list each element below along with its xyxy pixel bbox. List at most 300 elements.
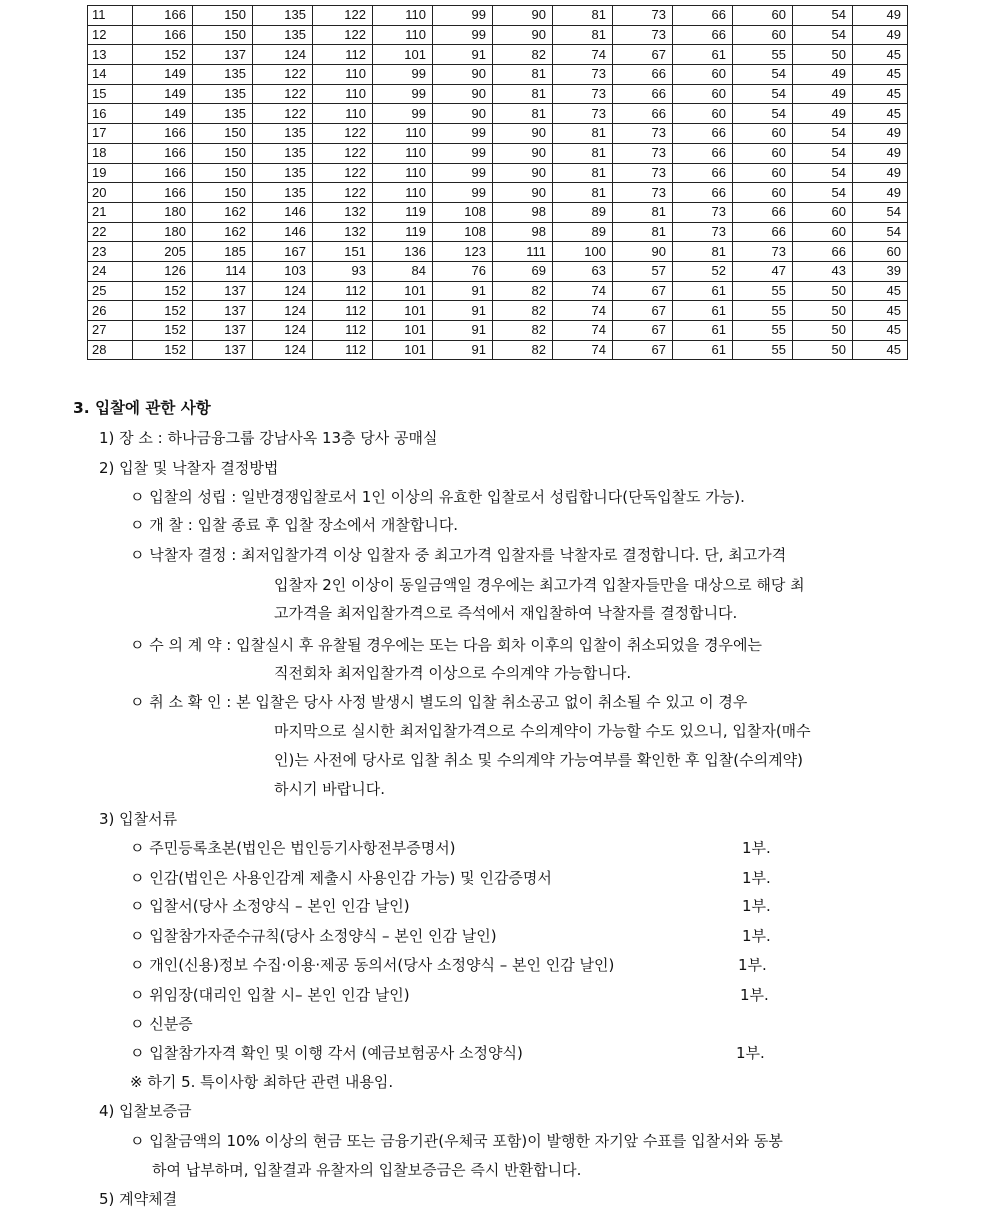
price-cell: 90	[493, 163, 553, 183]
price-cell: 99	[373, 84, 433, 104]
price-cell: 47	[733, 261, 793, 281]
method-item-text: 본 입찰은 당사 사정 발생시 별도의 입찰 취소공고 없이 취소될 수 있고 이 경우	[236, 693, 748, 711]
price-cell: 60	[673, 65, 733, 85]
price-cell: 150	[193, 143, 253, 163]
table-row	[88, 143, 908, 163]
method-item-label: ㅇ 낙찰자 결정 :	[130, 546, 237, 564]
row-number-cell: 11	[88, 6, 133, 26]
table-row	[88, 124, 908, 144]
price-cell: 57	[613, 261, 673, 281]
row-number-cell: 18	[88, 143, 133, 163]
price-cell: 108	[433, 202, 493, 222]
price-cell: 149	[133, 104, 193, 124]
price-cell: 122	[253, 65, 313, 85]
price-cell: 108	[433, 222, 493, 242]
document-copies: 1부.	[742, 869, 771, 887]
price-cell: 49	[853, 183, 908, 203]
price-cell: 122	[253, 84, 313, 104]
price-cell: 150	[193, 6, 253, 26]
price-cell: 74	[553, 340, 613, 360]
price-cell: 60	[793, 222, 853, 242]
price-cell: 166	[133, 124, 193, 144]
price-cell: 55	[733, 45, 793, 65]
price-cell: 101	[373, 281, 433, 301]
price-cell: 119	[373, 222, 433, 242]
document-text: ㅇ 개인(신용)정보 수집·이용·제공 동의서(당사 소정양식 – 본인 인감 날인)	[130, 956, 615, 974]
table-row	[88, 321, 908, 341]
section-title: 3. 입찰에 관한 사항	[73, 399, 211, 417]
price-cell: 66	[613, 65, 673, 85]
price-cell: 152	[133, 321, 193, 341]
method-item-private-contract-line2: 직전회차 최저입찰가격 이상으로 수의계약 가능합니다.	[274, 664, 632, 682]
row-number-cell: 24	[88, 261, 133, 281]
price-cell: 150	[193, 163, 253, 183]
price-cell: 60	[733, 143, 793, 163]
price-cell: 66	[613, 104, 673, 124]
row-number-cell: 22	[88, 222, 133, 242]
price-cell: 91	[433, 340, 493, 360]
price-cell: 166	[133, 6, 193, 26]
price-cell: 152	[133, 45, 193, 65]
document-text: ㅇ 주민등록초본(법인은 법인등기사항전부증명서)	[130, 839, 456, 857]
row-number-cell: 28	[88, 340, 133, 360]
price-cell: 81	[553, 25, 613, 45]
price-cell: 126	[133, 261, 193, 281]
row-number-cell: 21	[88, 202, 133, 222]
method-item-opening	[130, 515, 458, 535]
method-heading: 2) 입찰 및 낙찰자 결정방법	[99, 459, 279, 477]
price-cell: 112	[313, 45, 373, 65]
method-item-cancel-confirm	[130, 692, 747, 712]
price-cell: 89	[553, 222, 613, 242]
price-cell: 49	[793, 65, 853, 85]
price-cell: 110	[373, 25, 433, 45]
price-cell: 60	[733, 124, 793, 144]
method-item-text: 입찰 종료 후 입찰 장소에서 개찰합니다.	[197, 516, 459, 534]
price-cell: 137	[193, 340, 253, 360]
table-row	[88, 281, 908, 301]
table-row	[88, 261, 908, 281]
table-row	[88, 84, 908, 104]
price-cell: 90	[493, 183, 553, 203]
price-cell: 91	[433, 301, 493, 321]
method-item-text: 일반경쟁입찰로서 1인 이상의 유효한 입찰로서 성립합니다(단독입찰도 가능).	[241, 488, 745, 506]
price-cell: 110	[373, 183, 433, 203]
price-cell: 67	[613, 45, 673, 65]
price-cell: 81	[613, 222, 673, 242]
price-cell: 54	[793, 124, 853, 144]
price-cell: 81	[493, 104, 553, 124]
price-cell: 99	[433, 143, 493, 163]
price-cell: 101	[373, 321, 433, 341]
price-cell: 76	[433, 261, 493, 281]
price-cell: 91	[433, 45, 493, 65]
price-cell: 132	[313, 222, 373, 242]
price-cell: 82	[493, 301, 553, 321]
price-cell: 60	[733, 163, 793, 183]
price-cell: 122	[313, 124, 373, 144]
price-cell: 66	[793, 242, 853, 262]
price-cell: 89	[553, 202, 613, 222]
price-cell: 60	[733, 6, 793, 26]
price-cell: 103	[253, 261, 313, 281]
price-cell: 99	[433, 6, 493, 26]
document-item	[130, 955, 790, 975]
price-cell: 137	[193, 281, 253, 301]
price-cell: 73	[613, 183, 673, 203]
price-cell: 49	[853, 25, 908, 45]
price-cell: 135	[253, 163, 313, 183]
price-cell: 110	[373, 143, 433, 163]
row-number-cell: 12	[88, 25, 133, 45]
price-cell: 73	[553, 104, 613, 124]
price-cell: 81	[553, 6, 613, 26]
price-cell: 49	[853, 6, 908, 26]
price-cell: 45	[853, 104, 908, 124]
price-cell: 122	[253, 104, 313, 124]
document-item	[130, 838, 790, 858]
price-cell: 205	[133, 242, 193, 262]
price-cell: 54	[793, 163, 853, 183]
method-item-text: 최저입찰가격 이상 입찰자 중 최고가격 입찰자를 낙찰자로 결정합니다. 단, 최고가격	[241, 546, 787, 564]
row-number-cell: 20	[88, 183, 133, 203]
price-cell: 135	[253, 6, 313, 26]
price-cell: 50	[793, 45, 853, 65]
price-cell: 112	[313, 321, 373, 341]
price-cell: 91	[433, 321, 493, 341]
price-cell: 66	[673, 124, 733, 144]
price-cell: 60	[673, 104, 733, 124]
price-cell: 55	[733, 301, 793, 321]
price-cell: 50	[793, 340, 853, 360]
price-cell: 55	[733, 281, 793, 301]
method-item-cancel-confirm-line3: 인)는 사전에 당사로 입찰 취소 및 수의계약 가능여부를 확인한 후 입찰(수의계약)	[274, 751, 803, 769]
row-number-cell: 26	[88, 301, 133, 321]
price-cell: 137	[193, 45, 253, 65]
price-cell: 112	[313, 340, 373, 360]
price-cell: 93	[313, 261, 373, 281]
price-cell: 90	[433, 104, 493, 124]
price-cell: 123	[433, 242, 493, 262]
price-cell: 45	[853, 321, 908, 341]
price-cell: 99	[433, 25, 493, 45]
price-cell: 67	[613, 281, 673, 301]
price-cell: 81	[493, 84, 553, 104]
price-cell: 149	[133, 84, 193, 104]
document-copies: 1부.	[742, 839, 771, 857]
price-cell: 122	[313, 143, 373, 163]
price-cell: 63	[553, 261, 613, 281]
price-cell: 90	[493, 25, 553, 45]
price-cell: 110	[373, 163, 433, 183]
table-row	[88, 183, 908, 203]
price-cell: 66	[673, 25, 733, 45]
price-cell: 45	[853, 340, 908, 360]
price-cell: 99	[373, 65, 433, 85]
price-cell: 98	[493, 202, 553, 222]
price-cell: 74	[553, 45, 613, 65]
method-item-label: ㅇ 개 찰 :	[130, 516, 193, 534]
price-cell: 81	[553, 183, 613, 203]
price-cell: 49	[793, 104, 853, 124]
document-item	[130, 868, 790, 888]
price-cell: 152	[133, 281, 193, 301]
table-row	[88, 340, 908, 360]
price-cell: 91	[433, 281, 493, 301]
price-cell: 135	[193, 65, 253, 85]
price-cell: 73	[613, 25, 673, 45]
price-cell: 73	[613, 6, 673, 26]
price-cell: 60	[673, 84, 733, 104]
price-cell: 101	[373, 301, 433, 321]
price-cell: 82	[493, 281, 553, 301]
price-cell: 90	[613, 242, 673, 262]
method-item-label: ㅇ 수 의 계 약 :	[130, 636, 232, 654]
price-cell: 135	[253, 143, 313, 163]
price-cell: 45	[853, 281, 908, 301]
table-row	[88, 104, 908, 124]
price-cell: 84	[373, 261, 433, 281]
price-cell: 81	[493, 65, 553, 85]
price-cell: 81	[553, 143, 613, 163]
price-cell: 98	[493, 222, 553, 242]
price-cell: 61	[673, 281, 733, 301]
price-cell: 66	[733, 202, 793, 222]
price-cell: 146	[253, 202, 313, 222]
price-cell: 61	[673, 301, 733, 321]
price-cell: 82	[493, 45, 553, 65]
price-cell: 73	[733, 242, 793, 262]
price-cell: 49	[853, 163, 908, 183]
price-cell: 60	[733, 25, 793, 45]
price-cell: 74	[553, 301, 613, 321]
price-cell: 110	[373, 6, 433, 26]
method-item-winner-line2: 입찰자 2인 이상이 동일금액일 경우에는 최고가격 입찰자들만을 대상으로 해당 최	[274, 576, 805, 594]
row-number-cell: 13	[88, 45, 133, 65]
row-number-cell: 14	[88, 65, 133, 85]
price-cell: 180	[133, 222, 193, 242]
price-cell: 150	[193, 183, 253, 203]
document-text: ㅇ 입찰참가자격 확인 및 이행 각서 (예금보험공사 소정양식)	[130, 1044, 523, 1062]
price-cell: 99	[433, 163, 493, 183]
price-cell: 50	[793, 301, 853, 321]
price-cell: 81	[553, 124, 613, 144]
price-cell: 81	[553, 163, 613, 183]
price-cell: 73	[613, 124, 673, 144]
price-cell: 111	[493, 242, 553, 262]
price-cell: 99	[433, 124, 493, 144]
price-cell: 73	[613, 143, 673, 163]
price-cell: 81	[613, 202, 673, 222]
place-label: 1) 장 소 :	[99, 429, 163, 447]
price-cell: 135	[253, 183, 313, 203]
price-cell: 162	[193, 202, 253, 222]
price-cell: 55	[733, 340, 793, 360]
row-number-cell: 15	[88, 84, 133, 104]
price-cell: 112	[313, 281, 373, 301]
deposit-heading: 4) 입찰보증금	[99, 1102, 192, 1120]
price-cell: 39	[853, 261, 908, 281]
price-cell: 61	[673, 340, 733, 360]
price-cell: 135	[193, 104, 253, 124]
price-cell: 66	[613, 84, 673, 104]
price-cell: 137	[193, 321, 253, 341]
price-cell: 66	[733, 222, 793, 242]
method-item-winner	[130, 545, 786, 565]
documents-heading: 3) 입찰서류	[99, 810, 178, 828]
price-cell: 114	[193, 261, 253, 281]
price-cell: 66	[673, 143, 733, 163]
price-cell: 60	[853, 242, 908, 262]
price-cell: 61	[673, 45, 733, 65]
price-cell: 50	[793, 281, 853, 301]
method-item-winner-line3: 고가격을 최저입찰가격으로 즉석에서 재입찰하여 낙찰자를 결정합니다.	[274, 604, 738, 622]
price-cell: 54	[733, 65, 793, 85]
price-cell: 166	[133, 25, 193, 45]
price-cell: 124	[253, 281, 313, 301]
document-copies: 1부.	[742, 927, 771, 945]
price-cell: 73	[673, 222, 733, 242]
price-cell: 45	[853, 65, 908, 85]
price-cell: 100	[553, 242, 613, 262]
method-item-label: ㅇ 입찰의 성립 :	[130, 488, 237, 506]
price-cell: 73	[553, 65, 613, 85]
deposit-line1: ㅇ 입찰금액의 10% 이상의 현금 또는 금융기관(우체국 포함)이 발행한 자기앞 수표를 입찰서와 동봉	[130, 1132, 783, 1150]
price-cell: 124	[253, 340, 313, 360]
price-cell: 66	[673, 6, 733, 26]
price-cell: 55	[733, 321, 793, 341]
price-cell: 54	[793, 143, 853, 163]
price-cell: 45	[853, 301, 908, 321]
document-item	[130, 1043, 790, 1063]
price-cell: 132	[313, 202, 373, 222]
table-row	[88, 6, 908, 26]
price-cell: 150	[193, 124, 253, 144]
price-cell: 110	[313, 104, 373, 124]
price-cell: 90	[493, 143, 553, 163]
price-cell: 49	[853, 143, 908, 163]
price-cell: 54	[733, 84, 793, 104]
price-cell: 167	[253, 242, 313, 262]
price-cell: 166	[133, 183, 193, 203]
price-cell: 61	[673, 321, 733, 341]
method-item-text: 입찰실시 후 유찰될 경우에는 또는 다음 회차 이후의 입찰이 취소되었을 경우에는	[236, 636, 762, 654]
row-number-cell: 23	[88, 242, 133, 262]
method-item-label: ㅇ 취 소 확 인 :	[130, 693, 232, 711]
price-cell: 166	[133, 163, 193, 183]
price-cell: 110	[313, 65, 373, 85]
method-item-formation	[130, 487, 745, 507]
price-cell: 69	[493, 261, 553, 281]
table-row	[88, 25, 908, 45]
document-text: ㅇ 입찰참가자준수규칙(당사 소정양식 – 본인 인감 날인)	[130, 927, 497, 945]
document-copies: 1부.	[736, 1044, 765, 1062]
price-cell: 101	[373, 340, 433, 360]
price-cell: 54	[733, 104, 793, 124]
place-row	[99, 428, 438, 448]
price-cell: 82	[493, 321, 553, 341]
price-cell: 149	[133, 65, 193, 85]
price-cell: 54	[793, 183, 853, 203]
price-cell: 124	[253, 45, 313, 65]
document-text: ㅇ 인감(법인은 사용인감계 제출시 사용인감 가능) 및 인감증명서	[130, 869, 552, 887]
method-item-cancel-confirm-line4: 하시기 바랍니다.	[274, 780, 385, 798]
price-cell: 60	[793, 202, 853, 222]
row-number-cell: 17	[88, 124, 133, 144]
price-cell: 152	[133, 340, 193, 360]
price-cell: 49	[793, 84, 853, 104]
price-cell: 67	[613, 321, 673, 341]
price-cell: 122	[313, 6, 373, 26]
price-cell: 90	[493, 124, 553, 144]
method-item-cancel-confirm-line2: 마지막으로 실시한 최저입찰가격으로 수의계약이 가능할 수도 있으니, 입찰자(매수	[274, 722, 811, 740]
price-cell: 82	[493, 340, 553, 360]
price-cell: 54	[853, 202, 908, 222]
price-cell: 73	[553, 84, 613, 104]
price-cell: 73	[673, 202, 733, 222]
price-cell: 74	[553, 281, 613, 301]
price-cell: 135	[253, 25, 313, 45]
document-item	[130, 896, 790, 916]
document-text: ㅇ 신분증	[130, 1015, 193, 1033]
price-cell: 152	[133, 301, 193, 321]
price-cell: 54	[793, 25, 853, 45]
price-cell: 110	[313, 84, 373, 104]
documents-note: ※ 하기 5. 특이사항 최하단 관련 내용임.	[130, 1073, 394, 1091]
price-cell: 101	[373, 45, 433, 65]
price-cell: 112	[313, 301, 373, 321]
price-cell: 150	[193, 25, 253, 45]
document-text: ㅇ 입찰서(당사 소정양식 – 본인 인감 날인)	[130, 897, 410, 915]
price-cell: 122	[313, 163, 373, 183]
price-cell: 110	[373, 124, 433, 144]
price-cell: 81	[673, 242, 733, 262]
price-cell: 67	[613, 340, 673, 360]
price-cell: 74	[553, 321, 613, 341]
price-schedule-table	[87, 5, 908, 360]
price-cell: 52	[673, 261, 733, 281]
table-row	[88, 222, 908, 242]
price-cell: 124	[253, 301, 313, 321]
price-cell: 162	[193, 222, 253, 242]
row-number-cell: 27	[88, 321, 133, 341]
price-cell: 124	[253, 321, 313, 341]
price-cell: 166	[133, 143, 193, 163]
price-cell: 135	[253, 124, 313, 144]
table-row	[88, 202, 908, 222]
price-cell: 151	[313, 242, 373, 262]
row-number-cell: 16	[88, 104, 133, 124]
price-cell: 45	[853, 84, 908, 104]
price-cell: 135	[193, 84, 253, 104]
price-cell: 50	[793, 321, 853, 341]
price-cell: 146	[253, 222, 313, 242]
table-row	[88, 65, 908, 85]
price-cell: 66	[673, 163, 733, 183]
price-cell: 136	[373, 242, 433, 262]
price-cell: 54	[793, 6, 853, 26]
document-item	[130, 926, 790, 946]
price-cell: 99	[433, 183, 493, 203]
table-row	[88, 242, 908, 262]
price-cell: 137	[193, 301, 253, 321]
price-cell: 99	[373, 104, 433, 124]
price-cell: 90	[433, 84, 493, 104]
row-number-cell: 25	[88, 281, 133, 301]
price-cell: 119	[373, 202, 433, 222]
price-cell: 60	[733, 183, 793, 203]
table-row	[88, 45, 908, 65]
